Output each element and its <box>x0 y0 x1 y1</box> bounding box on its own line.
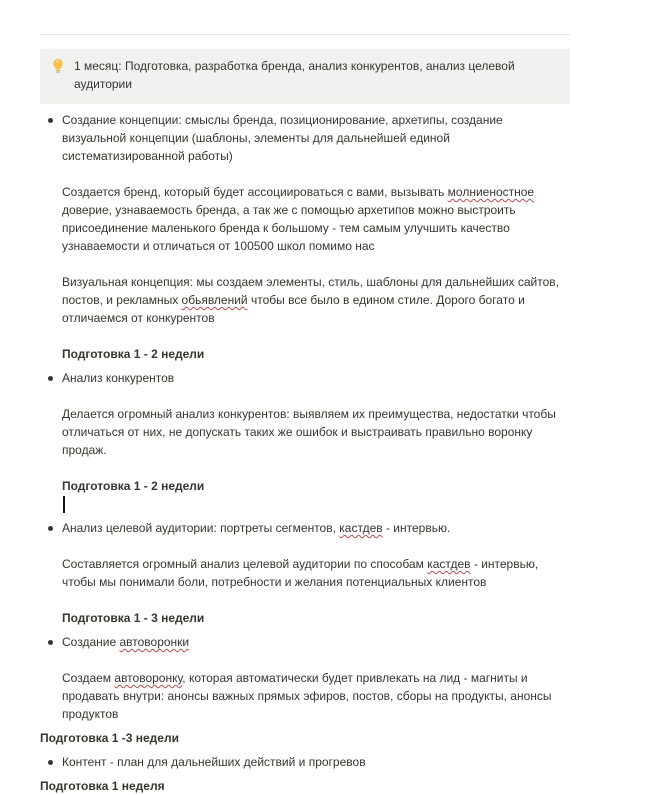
duration-competitors: Подготовка 1 - 2 недели <box>62 479 205 493</box>
spelling-error[interactable]: молниеностное <box>447 185 535 199</box>
spelling-error[interactable]: автоворонку <box>114 671 183 685</box>
duration-funnel: Подготовка 1 -3 недели <box>40 731 179 745</box>
paragraph-visual-concept: Визуальная концепция: мы создаем элементы, стиль, шаблоны для дальнейших сайтов, постов, и рекламных обьявлений чтобы все было в едином стиле. Дорого богато и отличаемся от конкурентов <box>62 275 559 325</box>
callout-block[interactable] <box>40 49 570 104</box>
paragraph-competitors: Делается огромный анализ конкурентов: выявляем их преимущества, недостатки чтобы отличаться от них, не допускать таких же ошибок и выстраивать правильно воронку продаж. <box>62 407 556 457</box>
bullet-text-concept: Создание концепции: смыслы бренда, позиционирование, архетипы, создание визуальной концепции (шаблоны, элементы для дальнейшей единой систематизированной работы) <box>62 113 503 163</box>
bullet-dot <box>48 376 53 381</box>
spelling-error[interactable]: кастдев <box>339 521 383 535</box>
lightbulb-icon <box>52 58 64 74</box>
paragraph-audience: Составляется огромный анализ целевой аудитории по способам кастдев - интервью, чтобы мы понимали боли, потребности и желания потенциальных клиентов <box>62 557 539 589</box>
bullet-text-content-plan: Контент - план для дальнейших действий и прогревов <box>62 755 366 769</box>
top-divider <box>40 34 570 35</box>
text-cursor <box>63 496 65 513</box>
bullet-text-competitors: Анализ конкурентов <box>62 371 175 385</box>
paragraph-brand: Создается бренд, который будет ассоциироваться с вами, вызывать молниеностное доверие, узнаваемость бренда, а так же с помощью архетипов можно выстроить присоединение маленького бренда к большому - тем самым улучшить качество узнаваемости и отличаться от 100500 школ помимо нас <box>62 185 535 253</box>
duration-content-plan: Подготовка 1 неделя <box>40 779 165 793</box>
bullet-dot <box>48 526 53 531</box>
empty-line-with-cursor[interactable] <box>40 495 560 513</box>
list-item-funnel[interactable]: Создание автоворонки <box>40 633 560 651</box>
callout-text: 1 месяц: Подготовка, разработка бренда, анализ конкурентов, анализ целевой аудитории <box>74 59 515 91</box>
spelling-error[interactable]: автоворонки <box>119 635 190 649</box>
page-content <box>40 111 560 795</box>
bullet-dot <box>48 760 53 765</box>
list-item-audience[interactable]: Анализ целевой аудитории: портреты сегментов, кастдев - интервью. <box>40 519 560 537</box>
duration-concept: Подготовка 1 - 2 недели <box>62 347 205 361</box>
bullet-dot <box>48 640 53 645</box>
list-item-content-plan[interactable] <box>40 753 560 771</box>
paragraph-funnel: Создаем автоворонку, которая автоматически будет привлекать на лид - магниты и продавать внутри: анонсы важных прямых эфиров, постов, сборы на продукты, анонсы продуктов <box>62 671 552 721</box>
bullet-dot <box>48 118 53 123</box>
list-item-concept[interactable] <box>40 111 560 165</box>
list-item-competitors[interactable] <box>40 369 560 387</box>
duration-audience: Подготовка 1 - 3 недели <box>62 611 205 625</box>
spelling-error[interactable]: кастдев <box>427 557 471 571</box>
spelling-error[interactable]: обьявлений <box>181 293 248 307</box>
